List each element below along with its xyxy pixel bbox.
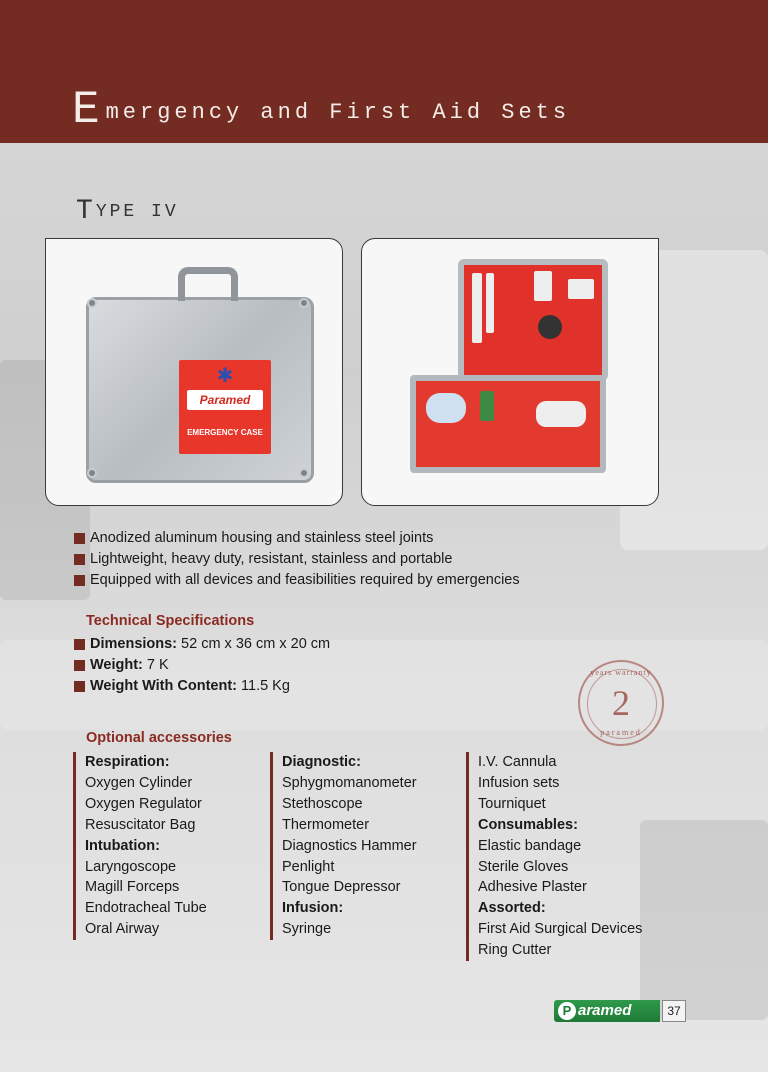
specs-title: Technical Specifications <box>86 613 255 629</box>
background-seat <box>640 820 768 1020</box>
supply-box <box>534 271 552 301</box>
spec-label: Weight With Content: <box>90 678 237 694</box>
accessory-item: Sterile Gloves <box>478 858 569 875</box>
feature-item: Lightweight, heavy duty, resistant, stainless and portable <box>74 549 520 570</box>
accessory-category: Assorted: <box>478 900 546 917</box>
accessories-title: Optional accessories <box>86 730 232 746</box>
open-case-lid <box>458 259 608 381</box>
star-of-life-icon: ✱ <box>216 365 234 387</box>
accessory-item: Syringe <box>282 921 332 938</box>
accessory-item: Oral Airway <box>85 921 160 938</box>
spec-value: 52 cm x 36 cm x 20 cm <box>177 636 331 652</box>
accessory-item: Tongue Depressor <box>282 879 401 896</box>
warranty-top-text: years warranty <box>590 668 652 677</box>
open-case-photo <box>361 238 659 506</box>
accessory-item: Oxygen Regulator <box>85 795 202 812</box>
accessory-item: Elastic bandage <box>478 837 582 854</box>
feature-list <box>74 528 520 591</box>
aluminum-case <box>86 297 314 483</box>
accessory-item: Thermometer <box>282 816 370 833</box>
logo-text: aramed <box>578 1002 632 1019</box>
sphygmomanometer-gauge <box>538 315 562 339</box>
resuscitator-bag <box>536 401 586 427</box>
accessory-item: Diagnostics Hammer <box>282 837 417 854</box>
spec-item <box>74 655 330 676</box>
accessories-column-3 <box>466 752 642 961</box>
case-label <box>179 360 271 454</box>
page-header <box>0 0 768 143</box>
accessories-column-1 <box>73 752 207 940</box>
accessory-category: Respiration: <box>85 754 170 770</box>
spec-value: 7 K <box>142 657 169 673</box>
feature-item: Anodized aluminum housing and stainless steel joints <box>74 528 520 549</box>
open-case-base <box>410 375 606 473</box>
case-rivet <box>87 468 97 478</box>
accessory-item: Oxygen Cylinder <box>85 774 193 791</box>
warranty-number: 2 <box>612 683 630 723</box>
page-title-rest: mergency and First Aid Sets <box>105 100 571 125</box>
spec-label: Dimensions: <box>90 636 178 652</box>
paramed-logo <box>554 1000 660 1022</box>
resuscitator-mask <box>426 393 466 423</box>
spec-value: 11.5 Kg <box>236 678 290 694</box>
oxygen-regulator <box>480 391 494 421</box>
accessory-item: Penlight <box>282 858 335 875</box>
accessory-item: Laryngoscope <box>85 858 177 875</box>
accessory-item: Magill Forceps <box>85 879 180 896</box>
accessory-item: Endotracheal Tube <box>85 900 207 917</box>
accessory-item: Ring Cutter <box>478 942 552 959</box>
product-type-initial: T <box>76 196 96 227</box>
case-rivet <box>299 468 309 478</box>
spec-list <box>74 634 330 697</box>
case-rivet <box>299 298 309 308</box>
accessory-category: Infusion: <box>282 900 344 917</box>
spec-item <box>74 634 330 655</box>
case-handle <box>178 267 238 301</box>
accessory-item: Adhesive Plaster <box>478 879 587 896</box>
accessory-category: Diagnostic: <box>282 754 361 770</box>
closed-case-photo <box>45 238 343 506</box>
case-rivet <box>87 298 97 308</box>
laryngoscope-blade <box>472 273 482 343</box>
case-label-brand: Paramed <box>187 390 263 410</box>
accessory-item: First Aid Surgical Devices <box>478 921 643 938</box>
warranty-stamp <box>578 660 664 746</box>
page-title <box>72 84 570 136</box>
feature-item: Equipped with all devices and feasibilities required by emergencies <box>74 570 520 591</box>
accessory-item: Stethoscope <box>282 795 363 812</box>
logo-mark: P <box>558 1002 576 1020</box>
product-type-title <box>76 196 179 227</box>
product-type-rest: YPE IV <box>95 202 179 222</box>
spec-item <box>74 676 330 697</box>
supply-box <box>568 279 594 299</box>
case-label-text: EMERGENCY CASE <box>187 428 263 437</box>
accessory-item: Resuscitator Bag <box>85 816 196 833</box>
accessories-column-2 <box>270 752 417 940</box>
page-title-initial: E <box>72 84 104 136</box>
accessory-item: Infusion sets <box>478 774 560 791</box>
accessory-item: Tourniquet <box>478 795 546 812</box>
accessory-item: I.V. Cannula <box>478 754 557 770</box>
accessory-category: Consumables: <box>478 816 578 833</box>
accessory-category: Intubation: <box>85 837 160 854</box>
laryngoscope-blade <box>486 273 494 333</box>
warranty-bottom-text: paramed <box>600 728 642 737</box>
accessory-item: Sphygmomanometer <box>282 774 417 791</box>
spec-label: Weight: <box>90 657 143 673</box>
page-number: 37 <box>662 1000 686 1022</box>
